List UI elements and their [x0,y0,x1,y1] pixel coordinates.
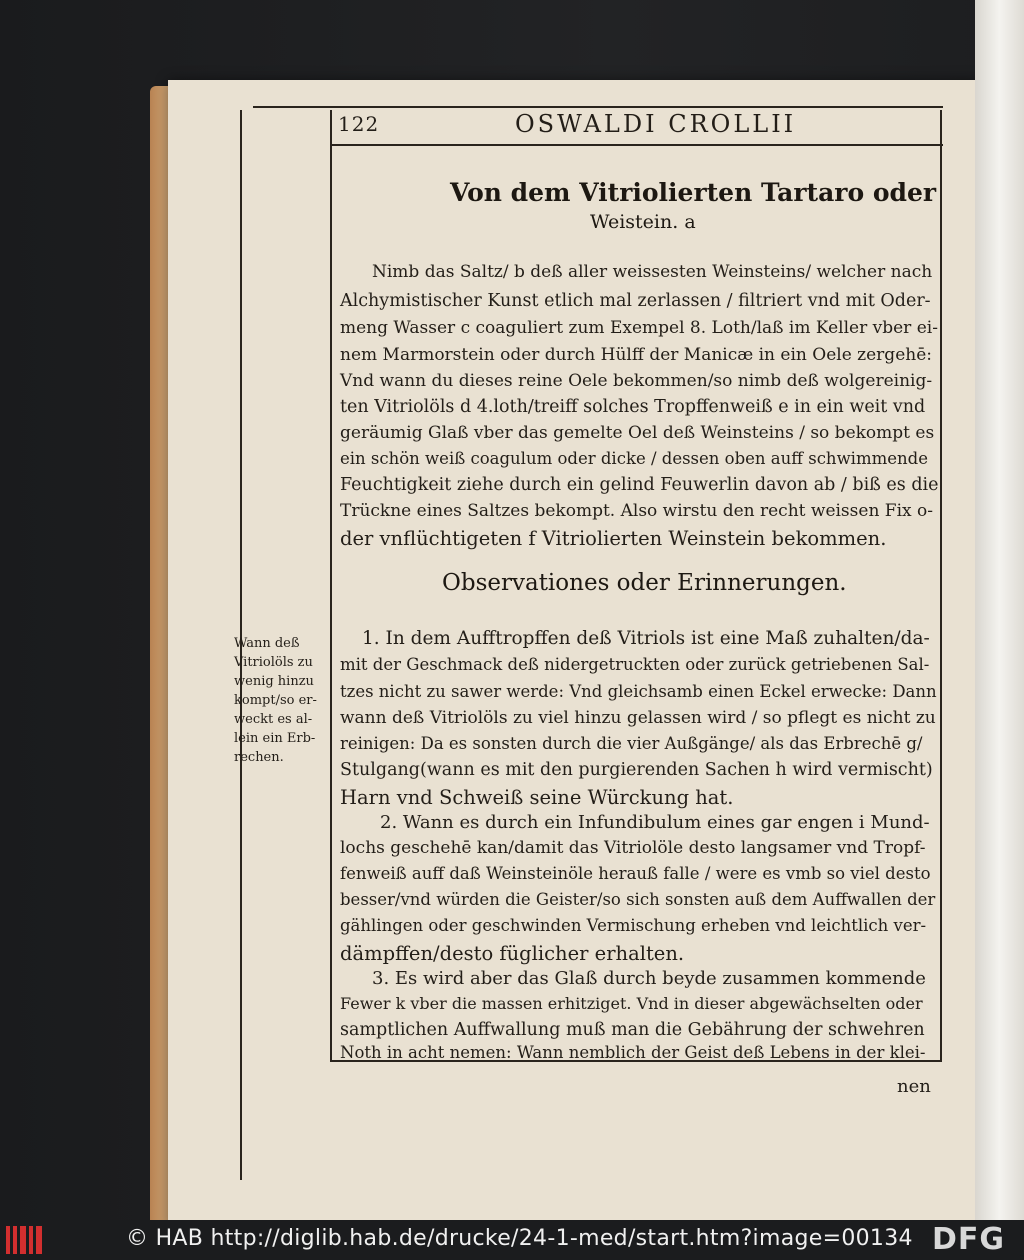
text-line: 1. In dem Aufftropffen deß Vitriols ist eine Maß zuhalten/da- [362,628,930,649]
text-line: der vnflüchtigeten f Vitriolierten Weinstein bekommen. [340,527,887,550]
text-line: Stulgang(wann es mit den purgierenden Sachen h wird vermischt) [340,760,933,780]
text-line: Harn vnd Schweiß seine Würckung hat. [340,786,734,809]
frame-right-rule [940,110,942,1060]
marginal-note-line: weckt es al- [234,712,313,727]
text-line: nem Marmorstein oder durch Hülff der Manicæ in ein Oele zergehē: [340,345,932,365]
text-line: tzes nicht zu sawer werde: Vnd gleichsamb einen Eckel erwecke: Dann [340,682,937,701]
marginal-note-line: lein ein Erb- [234,731,316,746]
viewer-footer [0,1220,1024,1260]
text-line: 2. Wann es durch ein Infundibulum eines gar engen i Mund- [380,812,930,833]
text-line: 3. Es wird aber das Glaß durch beyde zusammen kommende [372,968,926,989]
text-line: samptlichen Auffwallung muß man die Gebährung der schwehren [340,1020,925,1040]
text-line: mit der Geschmack deß nidergetruckten oder zurück getriebenen Sal- [340,655,930,674]
text-line: Nimb das Saltz/ b deß aller weissesten Weinsteins/ welcher nach [372,262,933,282]
text-line: meng Wasser c coaguliert zum Exempel 8. Loth/laß im Keller vber ei- [340,318,938,338]
frame-margin-rule [330,110,332,1060]
text-line: besser/vnd würden die Geister/so sich sonsten auß dem Auffwallen der [340,890,936,909]
marginal-note-line: rechen. [234,750,284,765]
frame-top-rule [253,106,943,108]
text-line: ein schön weiß coagulum oder dicke / dessen oben auff schwimmende [340,449,928,468]
marginal-note-line: Wann deß [234,636,300,651]
text-line: fenweiß auff daß Weinsteinöle herauß falle / were es vmb so viel desto [340,864,931,883]
dfg-logo: DFG [932,1222,1006,1257]
text-line: gählingen oder geschwinden Vermischung erheben vnd leichtlich ver- [340,916,927,935]
marginal-note-line: wenig hinzu [234,674,314,689]
text-line: geräumig Glaß vber das gemelte Oel deß Weinsteins / so bekompt es [340,423,935,443]
frame-header-rule [330,144,943,146]
copyright-credit-link[interactable]: © HAB http://diglib.hab.de/drucke/24-1-med/start.htm?image=00134 [126,1226,913,1251]
hab-barcode-logo-icon [6,1226,46,1254]
catchword: nen [897,1076,931,1097]
text-line: Noth in acht nemen: Wann nemblich der Geist deß Lebens in der klei- [340,1043,926,1062]
text-line: Alchymistischer Kunst etlich mal zerlassen / filtriert vnd mit Oder- [340,291,931,311]
marginal-note-line: Vitriolöls zu [234,655,313,670]
text-line: Feuchtigkeit ziehe durch ein gelind Feuwerlin davon ab / biß es die [340,475,939,495]
text-line: ten Vitriolöls d 4.loth/treiff solches Tropffenweiß e in ein weit vnd [340,397,926,417]
text-line: Trückne eines Saltzes bekompt. Also wirstu den recht weissen Fix o- [340,501,933,521]
text-line: reinigen: Da es sonsten durch die vier Außgänge/ als das Erbrechē g/ [340,734,923,753]
adjacent-page-edge [975,0,1024,1220]
marginal-note-line: kompt/so er- [234,693,317,708]
text-line: dämpffen/desto füglicher erhalten. [340,942,685,965]
text-line: Fewer k vber die massen erhitziget. Vnd in dieser abgewächselten oder [340,994,923,1013]
chapter-heading-line-1: Von dem Vitriolierten Tartaro oder [450,178,937,207]
page-number: 122 [338,112,380,136]
chapter-heading-line-2: Weistein. a [590,211,696,233]
text-line: wann deß Vitriolöls zu viel hinzu gelassen wird / so pflegt es nicht zu [340,708,936,728]
section-heading: Observationes oder Erinnerungen. [442,570,847,596]
text-line: lochs geschehē kan/damit das Vitriolöle desto langsamer vnd Tropf- [340,838,926,858]
running-title: OSWALDI CROLLII [515,110,797,138]
text-line: Vnd wann du dieses reine Oele bekommen/so nimb deß wolgereinig- [340,371,933,391]
